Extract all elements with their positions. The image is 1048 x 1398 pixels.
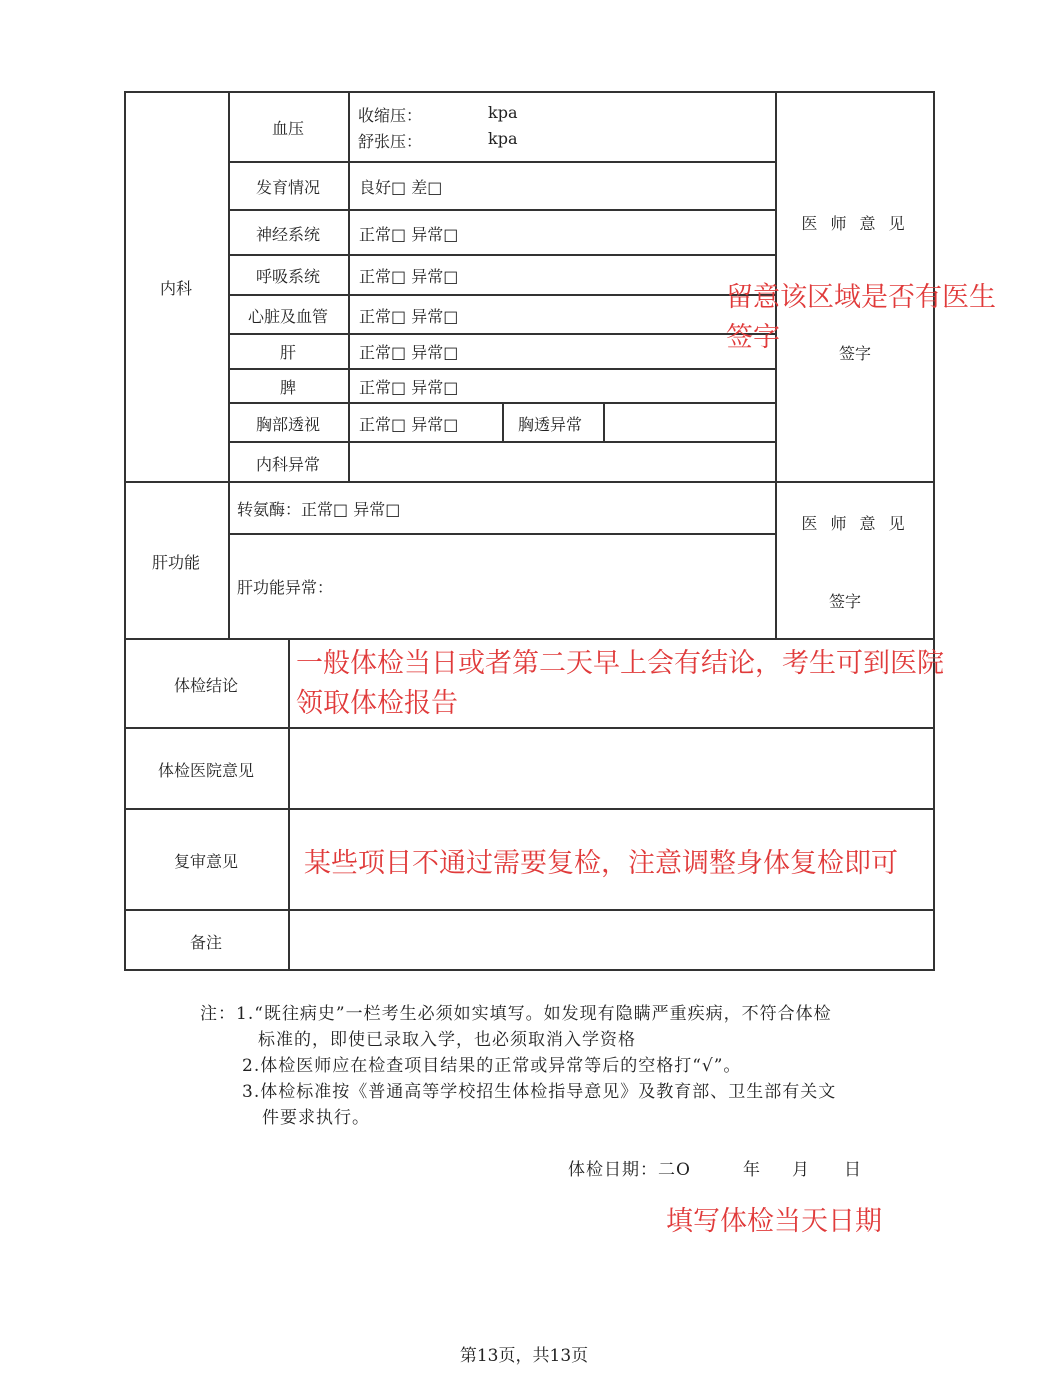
note-1-cont: 标准的，即使已录取入学，也必须取消入学资格: [258, 1030, 636, 1050]
note-2: 2.体检医师应在检查项目结果的正常或异常等后的空格打“√”。: [242, 1056, 742, 1076]
divider: [228, 209, 775, 211]
row-label: 脾: [279, 378, 297, 397]
exam-date-label: 体检日期：二O: [568, 1160, 691, 1180]
note-3: 3.体检标准按《普通高等学校招生体检指导意见》及教育部、卫生部有关文: [242, 1082, 837, 1102]
section-label-liver: 肝功能: [151, 553, 201, 572]
diastolic-label: 舒张压：: [358, 132, 423, 151]
row-label: 胸部透视: [255, 415, 321, 434]
date-year: 年: [743, 1160, 761, 1180]
divider: [228, 254, 775, 256]
divider: [603, 402, 605, 441]
remarks-label: 备注: [189, 933, 223, 952]
diastolic-unit: kpa: [488, 129, 518, 148]
row-label: 呼吸系统: [255, 267, 321, 286]
doctor-opinion-label: 医 师 意 见: [801, 214, 909, 233]
row-label: 发育情况: [255, 178, 321, 197]
annotation-line: 领取体检报告: [296, 688, 458, 719]
divider: [228, 368, 775, 370]
row-label: 心脏及血管: [247, 307, 329, 326]
table-border: [124, 91, 126, 970]
divider: [228, 533, 775, 535]
doctor-opinion-label: 医 师 意 见: [801, 514, 909, 533]
row-label: 神经系统: [255, 225, 321, 244]
note-3-cont: 件要求执行。: [262, 1108, 370, 1128]
date-annotation: 填写体检当天日期: [666, 1206, 882, 1237]
note-1: 注：1.“既往病史”一栏考生必须如实填写。如发现有隐瞒严重疾病，不符合体检: [200, 1004, 832, 1024]
date-day: 日: [844, 1160, 862, 1180]
systolic-unit: kpa: [488, 103, 518, 122]
conclusion-label: 体检结论: [173, 676, 239, 695]
divider: [124, 808, 935, 810]
divider: [288, 638, 290, 970]
divider: [228, 294, 775, 296]
row-value[interactable]: 良好□ 差□: [359, 178, 443, 197]
annotation-line: 一般体检当日或者第二天早上会有结论，考生可到医院: [296, 648, 944, 679]
divider: [228, 402, 775, 404]
divider: [228, 161, 775, 163]
signature-annotation: [726, 278, 996, 358]
annotation-line: 留意该区域是否有医生: [726, 282, 996, 313]
date-month: 月: [792, 1160, 810, 1180]
row-value[interactable]: 正常□ 异常□: [359, 307, 459, 326]
row-label: 血压: [271, 119, 305, 138]
table-border: [124, 969, 935, 971]
conclusion-annotation: [296, 644, 944, 724]
divider: [228, 333, 775, 335]
annotation-line: 签字: [726, 322, 780, 353]
signature-label: 签字: [828, 592, 862, 611]
divider: [348, 91, 350, 481]
row-label: 肝: [279, 343, 297, 362]
row-value[interactable]: 正常□ 异常□: [359, 225, 459, 244]
chest-abnormal-label: 胸透异常: [518, 415, 583, 434]
divider: [502, 402, 504, 441]
divider: [124, 909, 935, 911]
alt-value[interactable]: 转氨酶：正常□ 异常□: [237, 500, 401, 519]
review-annotation: 某些项目不通过需要复检，注意调整身体复检即可: [304, 848, 898, 879]
divider: [775, 91, 777, 638]
hospital-opinion-label: 体检医院意见: [157, 761, 255, 780]
row-value[interactable]: 正常□ 异常□: [359, 343, 459, 362]
signature-label: 签字: [838, 344, 872, 363]
section-label-internal: 内科: [159, 279, 193, 298]
row-label: 内科异常: [255, 455, 321, 474]
row-value[interactable]: 正常□ 异常□: [359, 267, 459, 286]
page-number: 第13页，共13页: [459, 1346, 589, 1366]
review-opinion-label: 复审意见: [173, 852, 239, 871]
divider: [228, 91, 230, 638]
systolic-label: 收缩压：: [358, 106, 423, 125]
divider: [124, 481, 935, 483]
liver-abnormal-label: 肝功能异常：: [237, 578, 334, 597]
divider: [124, 638, 935, 640]
divider: [124, 727, 935, 729]
divider: [228, 441, 775, 443]
table-border: [933, 91, 935, 970]
row-value[interactable]: 正常□ 异常□: [359, 378, 459, 397]
row-value[interactable]: 正常□ 异常□: [359, 415, 459, 434]
table-border: [124, 91, 935, 93]
